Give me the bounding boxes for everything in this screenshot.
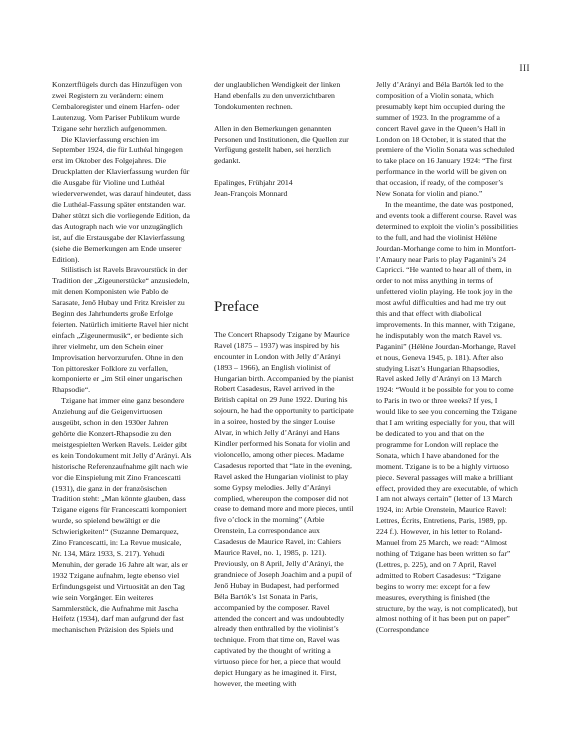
paragraph: Stilistisch ist Ravels Bravourstück in der Tradition der „Zigeunerstücke“ anzusiedeln, mit denen Komponisten wie Pablo de Sarasate, Jenő Hubay und Fritz Kreisler zu Beginn des Jahrhunderts große Erfolge feierten. Natürlich imitierte Ravel hier nicht einfach „Zigeunermusik“, er bediente sich ihrer vielmehr, um den Schein einer Improvisation hervorzurufen. Ohne in den Ton pittoresker Folklore zu verfallen, komponierte er „im Stil einer ungarischen Rhapsodie“. [52,265,190,395]
page-number: III [519,63,530,73]
paragraph: Die Klavierfassung erschien im September 1924, die für Luthéal hingegen erst im Oktober des Folgejahres. Die Druckplatten der Klavierfassung wurden für die Ausgabe für Violine und Luthéal wiederverwendet, was darauf hindeutet, dass die Luthéal-Fassung später entstanden war. Daher stützt sich die vorliegende Edition, da das Autograph nach wie vor unzugänglich ist, auf die Erstausgabe der Klavierfassung (siehe die Bemerkungen am Ende unserer Edition). [52,134,192,264]
column-german-left [52,80,192,636]
author-signature: Jean-François Monnard [214,189,288,199]
column-middle [214,80,354,690]
paragraph: Konzertflügels durch das Hinzufügen von zwei Registern zu verändern: einem Cembaloregister und einem Harfen- oder Lautenzug. Vom Pariser Publikum wurde Tzigane sehr herzlich aufgenommen. [52,80,182,133]
acknowledgement-paragraph: Allen in den Bemerkungen genannten Personen und Institutionen, die Quellen zur Verfügung gestellt haben, sei herzlich gedankt. [214,123,349,166]
paragraph: der unglaublichen Wendigkeit der linken Hand ebenfalls zu den unverzichtbaren Tondokumenten rechnen. [214,80,341,111]
column-english-right [376,80,518,636]
paragraph: Tzigane hat immer eine ganz besondere Anziehung auf die Geigenvirtuosen ausgeübt, schon in den 1930er Jahren gehörte die Konzert-Rhapsodie zu den meistgespielten Werken Ravels. Leider gibt es kein Tondokument mit Jelly d’Arányi. Als historische Referenzaufnahme gilt nach wie vor die Einspielung mit Zino Francescatti (1931), die ganz in der französischen Tradition steht: „Man könnte glauben, dass Tzigane eigens für Francescatti komponiert wurde, so spielend bewältigt er die Schwierigkeiten!“ (Suzanne Demarquez, Zino Francescatti, in: La Revue musicale, Nr. 134, März 1933, S. 217). Yehudi Menuhin, der gerade 16 Jahre alt war, als er 1932 Tzigane aufnahm, legte ebenso viel Erfindungsgeist und Virtuosität an den Tag wie sein Vorgänger. Ein weiteres Sammlerstück, die Aufnahme mit Jascha Heifetz (1934), darf man aufgrund der fast mechanischen Präzision des Spiels und [52,396,192,635]
paragraph: In the meantime, the date was postponed, and events took a different course. Ravel was determined to exploit the violin’s possibilities to the full, and had the violinist Hélène Jourdan-Morhange come to him in Montfort-l’Amaury near Paris to play Paganini’s 24 Capricci. “He wanted to hear all of them, in order to not miss anything in terms of unfettered violin playing. He took joy in the most awful difficulties and had me try out this and that effect with diabolical improvements. In this manner, with Tzigane, he indisputably won the match Ravel vs. Paganini” (Hélène Jourdan-Morhange, Ravel et nous, Geneva 1945, p. 181). After also studying Liszt’s Hungarian Rhapsodies, Ravel asked Jelly d’Arányi on 13 March 1924: “Would it be possible for you to come to Paris in two or three weeks? If yes, I would like to see you concerning the Tzigane that I am writing especially for you, that will be dedicated to you and that on the programme for London will replace the Sonata, which I have abandoned for the moment. Tzigane is to be a highly virtuoso piece. Several passages will make a brilliant effect, provided they are executable, of which I am not always certain” (letter of 13 March 1924, in: Arbie Orenstein, Maurice Ravel: Lettres, Écrits, Entretiens, Paris, 1989, pp. 224 f.). However, in his letter to Roland-Manuel from 25 March, we read: “Almost nothing of Tzigane has been written so far” (Lettres, p. 225), and on 7 April, Ravel admitted to Robert Casadesus: “Tzigane begins to worry me: except for a few measures, everything is finished (the structure, by the way, is not complicated), but almost nothing of it has been put on paper” (Correspondance [376,199,518,635]
section-heading-preface: Preface [214,298,259,315]
paragraph: The Concert Rhapsody Tzigane by Maurice Ravel (1875 – 1937) was inspired by his encounter in London with Jelly d’Arányi (1893 – 1966), an English violinist of Hungarian birth. Accompanied by the pianist Robert Casadesus, Ravel arrived in the British capital on 29 June 1922. During his sojourn, he had the opportunity to participate in a soiree, hosted by the singer Louise Alvar, in which Jelly d’Arányi and Hans Kindler performed his Sonata for violin and violoncello, among other pieces. Madame Casadesus reported that “late in the evening, Ravel asked the Hungarian violinist to play some Gypsy melodies. Jelly d’Arányi complied, whereupon the composer did not cease to demand more and more pieces, until five o’clock in the morning” (Arbie Orenstein, La correspondance aux Casadesus de Maurice Ravel, in: Cahiers Maurice Ravel, no. 1, 1985, p. 121). Previously, on 8 April, Jelly d’Arányi, the grandniece of Joseph Joachim and a pupil of Jenő Hubay in Budapest, had performed Béla Bartók’s 1st Sonata in Paris, accompanied by the composer. Ravel attended the concert and was undoubtedly already then enthralled by the violinist’s technique. From that time on, Ravel was captivated by the thought of writing a virtuoso piece for her, a piece that would depict Hungary as he imagined it. First, however, the meeting with [214,329,354,688]
paragraph: Jelly d’Arányi and Béla Bartók led to the composition of a Violin sonata, which presumably kept him occupied during the summer of 1923. In the programme of a concert Ravel gave in the Queen’s Hall in London on 18 October, it is stated that the premiere of the Violin Sonata was scheduled to take place on 16 January 1924: “The first performance in the world will be given on that occasion, if ready, of the composer’s New Sonata for violin and piano.” [376,80,515,199]
place-date: Epalinges, Frühjahr 2014 [214,178,293,188]
